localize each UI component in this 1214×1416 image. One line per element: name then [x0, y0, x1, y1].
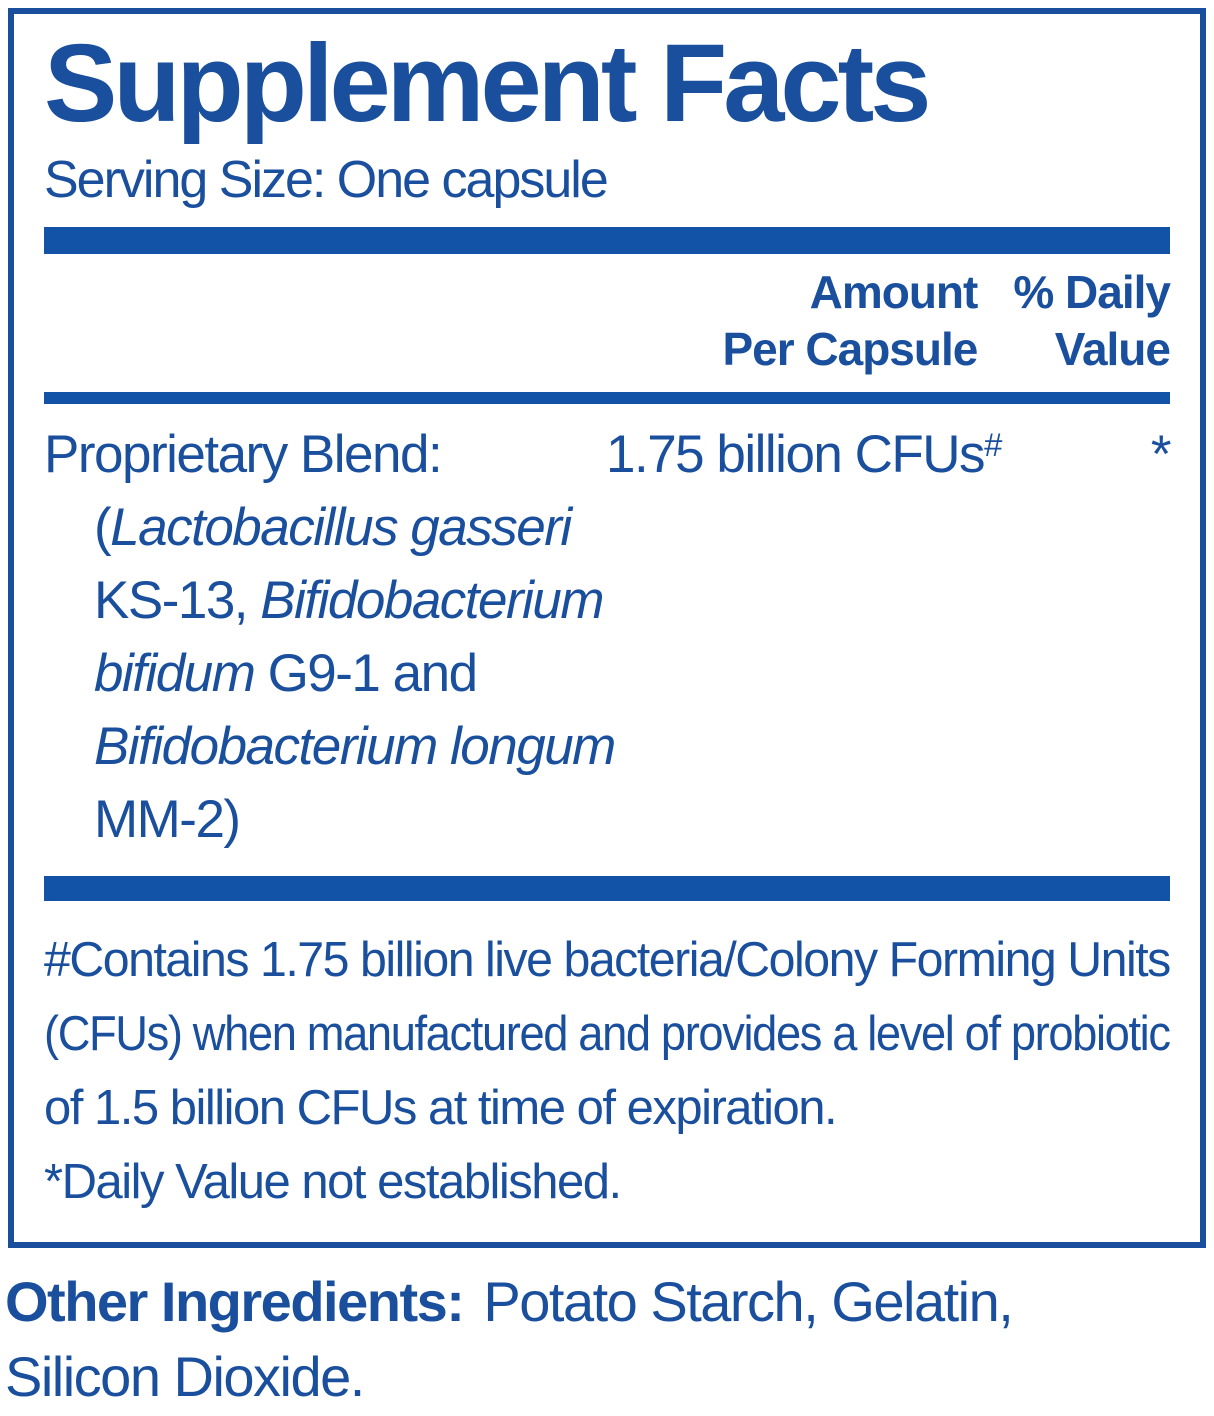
blend-line: Bifidobacterium longum [94, 717, 615, 776]
blend-line: MM-2) [94, 790, 240, 849]
panel-title: Supplement Facts [44, 22, 928, 145]
divider-bar-bottom [44, 876, 1170, 901]
footnote-line: (CFUs) when manufactured and provides a level of probiotic [44, 1007, 1170, 1061]
proprietary-blend-row [44, 418, 1170, 868]
blend-line: (Lactobacillus gasseri [94, 498, 571, 557]
ingredient-name: Proprietary Blend: [44, 425, 442, 484]
amount-value: 1.75 billion CFUs# [606, 425, 1001, 484]
other-ingredients [5, 1264, 1012, 1414]
other-ingredients-line1 [5, 1264, 1012, 1339]
footnote-marker-hash: # [984, 425, 1001, 463]
column-headers [44, 264, 1170, 378]
footnote-line: #Contains 1.75 billion live bacteria/Colony Forming Units [44, 933, 1170, 987]
blend-line: KS-13, Bifidobacterium [94, 571, 604, 630]
daily-value-asterisk: * [1150, 425, 1170, 484]
divider-bar-headers [44, 392, 1170, 404]
supplement-facts-panel [8, 8, 1206, 1248]
blend-lines [44, 491, 1170, 856]
footnote-line: of 1.5 billion CFUs at time of expiration. [44, 1081, 837, 1135]
footnote-line: *Daily Value not established. [44, 1155, 621, 1209]
other-ingredients-values: Potato Starch, Gelatin, [483, 1270, 1013, 1333]
other-ingredients-line2: Silicon Dioxide. [5, 1345, 364, 1408]
blend-line: bifidum G9-1 and [94, 644, 477, 703]
footnotes [44, 923, 1170, 1219]
divider-bar-top [44, 227, 1170, 254]
daily-value-column-header: % Daily Value [1013, 266, 1170, 375]
other-ingredients-label: Other Ingredients: [5, 1270, 464, 1333]
amount-column-header: Amount Per Capsule [722, 266, 978, 375]
serving-size-text: Serving Size: One capsule [44, 151, 607, 209]
